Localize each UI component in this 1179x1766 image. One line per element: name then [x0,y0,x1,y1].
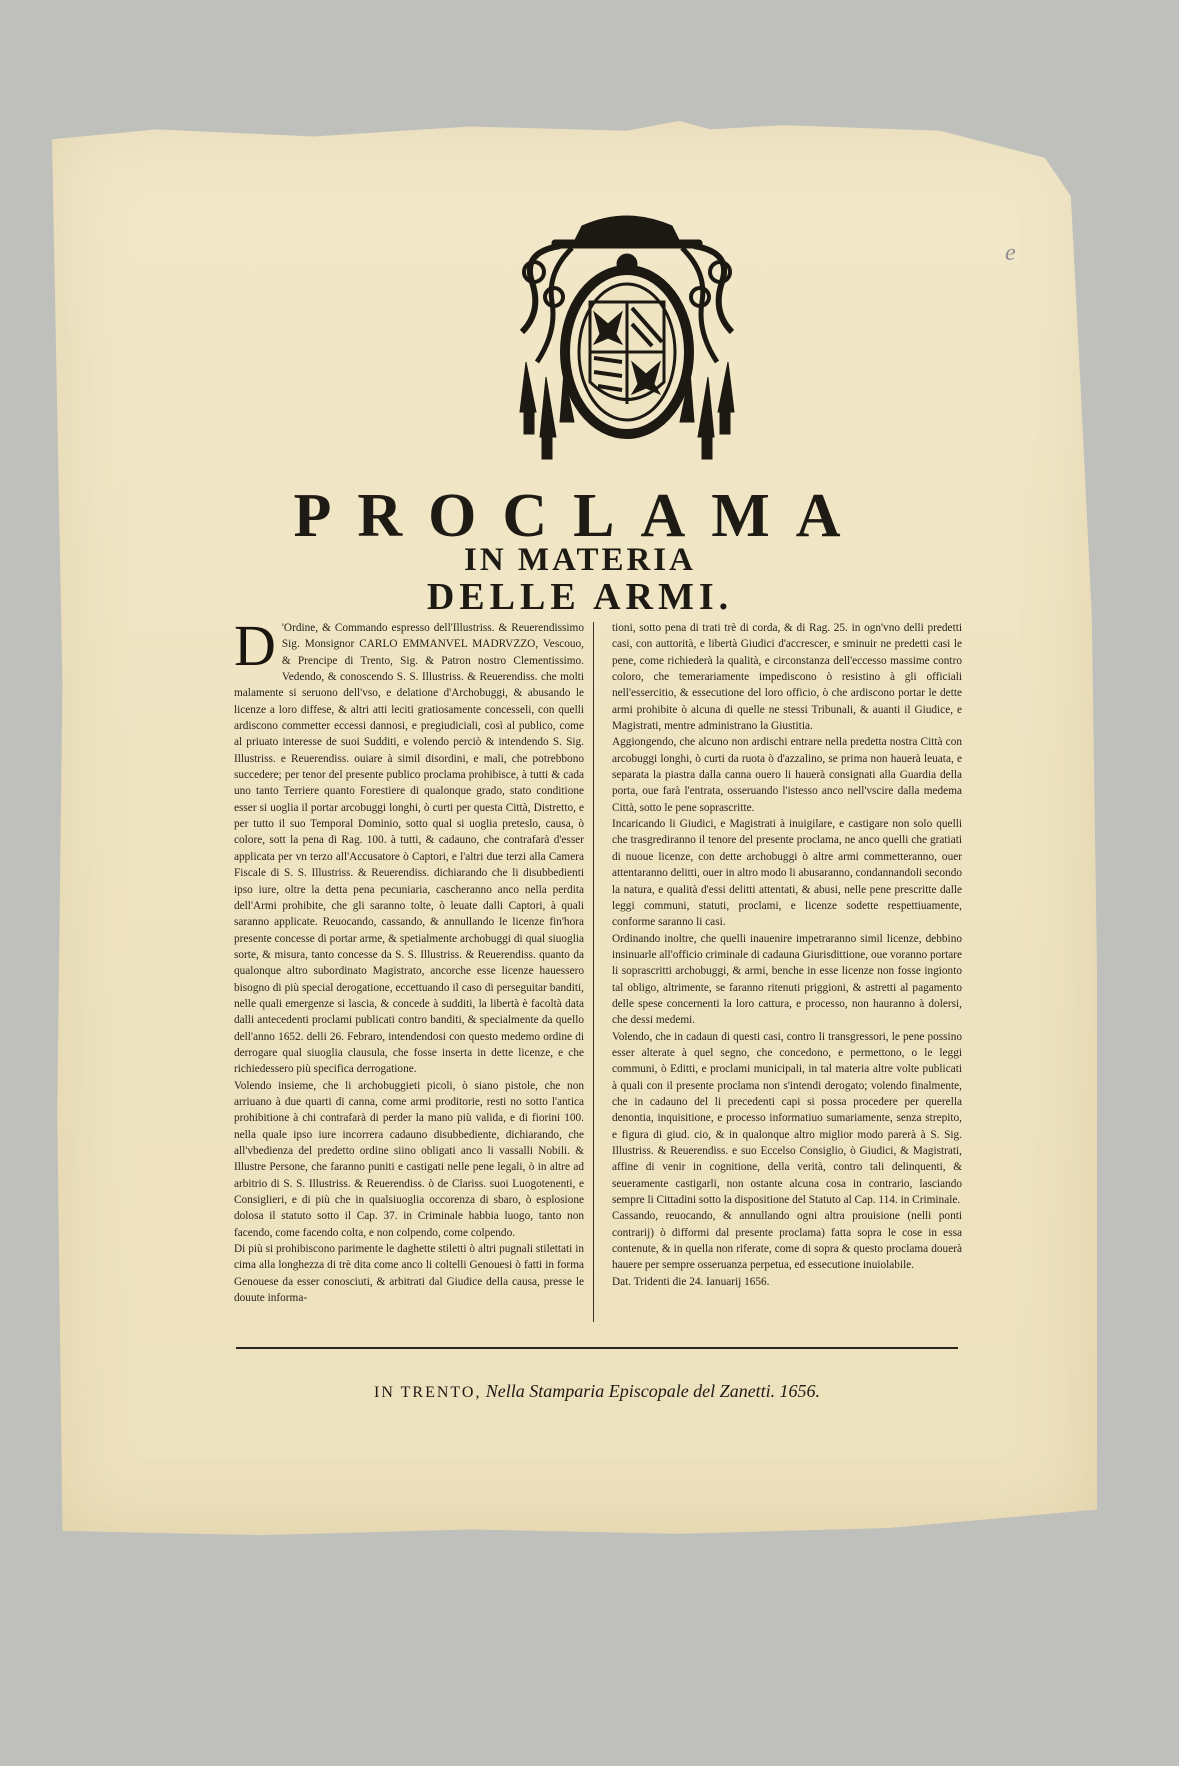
right-text-column [612,620,962,1310]
paragraph: Di più si prohibiscono parimente le daghette stiletti ò altri pugnali stilettati in cima alla longhezza di trè dita come anco li coltelli Genouesi ò fatti in forma Genouese da esser conosciuti, & arbitrati dal Giudice della causa, presse le douute informa- [234,1243,584,1305]
proclamation-subtitle-line2: DELLE ARMI. [426,576,734,618]
paragraph: Aggiongendo, che alcuno non ardischi entrare nella predetta nostra Città con arcobuggi longhi, ò curti da ruota ò d'azzalino, se prima non hauerà leuata, e separata la piastra dalla canna ouero li hauerà consignati alla Guardia della porta, oue farà l'entrata, osseruando l'istesso anco nell'vscire dalla medema Città, sotto le pene soprascritte. [612,736,962,814]
paragraph: Volendo insieme, che li archobuggieti picoli, ò siano pistole, che non arriuano à due quarti di canna, come armi proditorie, resti no sotto l'antica prohibitione à chi contrafarà di perder la mano più valida, e di fiorini 100. nella quale ipso iure incorrera cadauno disubbediente, dichiarando, che all'vbedienza del predetto ordine siino obligati anco li vassalli Nobili. & Illustre Persone, che faranno puniti e castigati nelle pene legali, ò in altre ad arbitrio di S. S. Illustriss. & Reuerendiss. ò de Clariss. suoi Luogotenenti, e Consiglieri, e di più che in qualsiuoglia occorenza di sbaro, ò esplosione dolosa il statuto sotto il Cap. 37. in Criminale habbia luogo, tanto non facendo, come facendo colta, e non colpendo, come colpendo. [234,1079,584,1239]
printer-imprint [236,1381,958,1402]
bottom-rule [236,1347,958,1349]
date-line: Dat. Tridenti die 24. Ianuarij 1656. [612,1275,770,1288]
paragraph: 'Ordine, & Commando espresso dell'Illustriss. & Reuerendissimo Sig. Monsignor CARLO EMMANVEL MADRVZZO, Vescouo, & Prencipe di Trento, Sig. & Patron nostro Clementissimo. Vedendo, & conoscendo S. S. Illustriss. & Reuerendiss. che molti malamente si seruono dell'vso, e delatione d'Archobuggi, & abusando le licenze a loro diffese, & altri atti leciti gratiosamente concesseli, con quelli ardiscono commetter eccessi dannosi, e pregiudiciali, così al publico, come al priuato interesse de suoi Sudditi, e volendo perciò & intendendo S. Sig. Illustriss. e Reuerendiss. ouiare à simil disordini, e mali, che potrebbono succedere; per tenor del presente publico proclama prohibisce, à tutti & cada uno tanto Terriere quanto Forestiere di qualonque grado, stato conditione esser si uoglia il portar arcobuggi longhi, ò curti per questa Città, Distretto, e per tutto il suo Temporal Dominio, sotto qual si uoglia preteslo, causa, ò colore, sott la pena di Rag. 100. à tutti, & cadauno, che contrafarà d'esser applicata per vn terzo all'Accusatore ò Captori, e l'altri due terzi alla Camera Fiscale di S. S. Illustriss. & Reuerendiss. dichiarando che li disubbedienti ipso iure, oltre la detta pena pecuniaria, cascheranno anco nella perdita dell'Armi prohibite, che gli saranno tolte, ò leuate dalli Captori, à quali saranno applicate. Reuocando, cassando, & annullando le licenze fin'hora presente concesse di portar arme, & spetialmente archobuggi di qual siuoglia sorte, & misura, tanto concesse da S. S. Illustriss. & Reuerendiss. quanto da qualonque altro subordinato Magistrato, ancorche esse licenze hauessero bisogno di più special derogatione, eccettuando il caso di perseguitar banditi, nelle quali emergenze si lascia, & concede à sudditi, la libertà è facoltà data dalli antecedenti proclami publicati contro banditi, & specialmente da quello dell'anno 1652. delli 26. Febraro, intendendosi con questo medemo ordine di derrogare qual siuoglia clausula, che fosse inserta in dette licenze, e che richiedessero più specifica derrogatione. [234,622,584,1076]
proclamation-title: PROCLAMA [293,482,867,550]
paragraph: Cassando, reuocando, & annullando ogni altra prouisione (nelli ponti contrarij) ò difformi dal presente proclama) fatta sopra le cose in essa contenute, & in quella non riferate, come di sopra & questo proclama douerà hauere per sempre osseruanza perpetua, ed essecutione inuiolabile. [612,1210,962,1272]
paragraph: Incaricando li Giudici, e Magistrati à inuigilare, e castigare non solo quelli che trasgrediranno il tenore del presente proclama, ne anco quelli che gratiati di nuoue licenze, con dette archobuggi ò altre armi commetteranno, ouer attentaranno delitti, ouer in altro modo li abusaranno, condannandoli secondo la natura, e qualità d'essi delitti attentati, & abusi, nelle pene prescritte dalle leggi communi, statuti, proclami, e licenze sodette respettiuamente, conforme saranno li casi. [612,818,962,929]
paragraph: Ordinando inoltre, che quelli inauenire impetraranno simil licenze, debbino insinuarle all'officio criminale di cadauna Giurisdittione, oue voranno portare li soprascritti archobuggi, & armi, benche in esse licenze non fosse ingionto tal obligo, altrimente, se faranno ritenuti priggioni, & astretti al pagamento delle spese concernenti la loro cattura, e processo, non hauranno à dolersi, che dessi medemi. [612,932,962,1027]
left-text-column [234,620,584,1320]
column-divider [593,622,594,1322]
coat-of-arms-icon [512,212,742,468]
imprint-place: IN TRENTO, [374,1384,482,1401]
drop-cap: D [234,620,276,678]
imprint-year: 1656. [779,1381,820,1401]
proclamation-subtitle-line1: IN MATERIA [464,542,696,578]
imprint-printer: Nella Stamparia Episcopale del Zanetti. [485,1381,776,1401]
paragraph: Volendo, che in cadaun di questi casi, contro li transgressori, le pene possino esser alterate à quel segno, che concedono, e permettono, o le leggi communi, ò Editti, e proclami municipali, in tal materia altre volte publicati à quali con il presente proclama non s'intendi derogato; volendo finalmente, che in cadauno del li precedenti capi si possa procedere per querella denontia, inquisitione, e processo informatiuo sumariamente, senza strepito, e figura di giud. cio, & in qualonque altro miglior modo parerà à S. Sig. Illustriss. & Reuerendiss. e suo Eccelso Consiglio, ò Giudici, & Magistrati, affine di venir in cognitione, della verità, contro tali delinquenti, & seueramente castigarli, non ostante alcuna cosa in contrario, lasciando sempre li Cittadini sotto la dispositione del Statuto al Cap. 114. in Criminale. [612,1030,962,1207]
margin-note: e [1005,240,1016,266]
paragraph: tioni, sotto pena di trati trè di corda, & di Rag. 25. in ogn'vno delli predetti casi, con auttorità, e libertà Giudici d'accrescer, e sminuir ne predetti casi le pene, come richiederà la qualità, e circonstanza dell'eccesso massime contro coloro, che temerariamente impediscono ò resistino à gli officiali nell'essercitio, & essecutione del loro officio, ò che ardiscono portar le dette armi prohibite ò alcuna di quelle ne stessi Tribunali, & auanti il Giudice, e Magistrati, mentre administrano la Giustitia. [612,622,962,733]
